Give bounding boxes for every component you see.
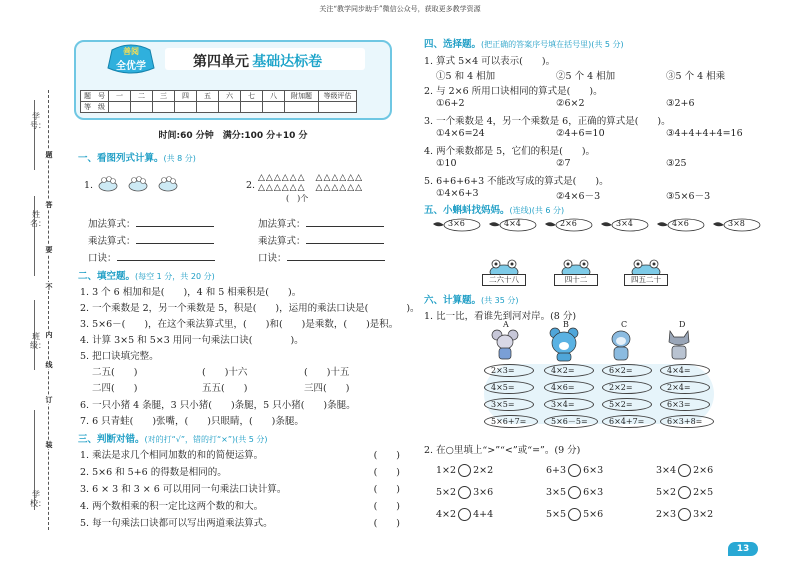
score-blank[interactable] (219, 102, 241, 113)
judge-item: 1. 乘法是求几个相同加数的和的简便运算。 ( ) (80, 450, 400, 461)
compare-item: 5×5 5×6 (546, 509, 604, 520)
score-cell: 三 (153, 91, 175, 102)
tadpole-label: 3×8 (728, 219, 745, 228)
field-id: 学号： (30, 112, 46, 130)
section-2-title: 二、填空题。(每空 1 分，共 20 分) (78, 271, 215, 282)
stone-cell[interactable]: 5×6+7= (484, 415, 538, 428)
choice-option[interactable]: ①4×6=24 (436, 128, 485, 139)
triangle-picture: △△△△△△ △△△△△△ (258, 183, 364, 193)
triangle-picture: △△△△△△ △△△△△△ (258, 173, 364, 183)
tadpole-card[interactable] (712, 218, 762, 232)
score-blank[interactable] (319, 102, 357, 113)
choice-option[interactable]: ③2+6 (666, 98, 695, 109)
bear-character (548, 326, 580, 365)
stone-cell[interactable]: 4×6= (544, 381, 594, 394)
tadpole-label: 3×6 (448, 219, 465, 228)
compare-item: 6+3 6×3 (546, 465, 604, 476)
tadpole-label: 4×6 (672, 219, 689, 228)
judge-item: 5. 每一句乘法口诀都可以写出两道乘法算式。 ( ) (80, 518, 400, 529)
fill-q7: 7. 6 只青蛙( )张嘴，( )只眼睛，( )条腿。 (80, 416, 304, 427)
score-blank[interactable] (241, 102, 263, 113)
compare-circle[interactable] (458, 508, 471, 521)
q2-number: 2. (246, 180, 256, 191)
seal-mark: 线 (42, 360, 56, 369)
choice-option[interactable]: ②7 (556, 158, 571, 169)
fill-q6: 6. 一只小猪 4 条腿，3 只小猪( )条腿，5 只小猪( )条腿。 (80, 400, 356, 411)
tadpole-card[interactable] (488, 218, 538, 232)
tadpole-card[interactable] (544, 218, 594, 232)
seal-mark: 答 (42, 200, 56, 209)
judge-item: 4. 两个数相乘的积一定比这两个数的和大。 ( ) (80, 501, 400, 512)
top-note: 关注“教学同步助手”微信公众号，获取更多教学资源 (319, 5, 481, 13)
fill-q2: 2. 一个乘数是 2，另一个乘数是 5，积是( )，运用的乘法口诀是( )。 (80, 303, 420, 314)
score-cell: 题 号 (81, 91, 109, 102)
test-title: 基础达标卷 (252, 54, 323, 70)
lane-label: B (563, 320, 569, 329)
cat-character (664, 328, 694, 365)
seal-mark: 装 (42, 440, 56, 449)
calc-q1: 1. 比一比，看谁先到河对岸。(8 分) (424, 311, 577, 322)
choice-option[interactable]: ③4+4+4+4=16 (666, 128, 743, 139)
stone-cell[interactable]: 3×4= (544, 398, 594, 411)
lane-label: C (621, 320, 628, 329)
q2-add-label: 加法算式： (258, 216, 384, 230)
choice-option[interactable]: ②6×2 (556, 98, 585, 109)
unit-label: 第四单元 (193, 54, 249, 70)
score-cell: 六 (219, 91, 241, 102)
field-class: 班级： (30, 332, 46, 350)
score-cell: 一 (109, 91, 131, 102)
compare-item: 4×2 4+4 (436, 509, 494, 520)
section-5-title: 五、小蝌蚪找妈妈。(连线)(共 6 分) (424, 205, 565, 216)
compare-circle[interactable] (458, 464, 471, 477)
verse-item: 二四( ) (92, 383, 138, 394)
field-school: 学校： (30, 490, 46, 508)
compare-circle[interactable] (568, 464, 581, 477)
fill-q3: 3. 5×6－( )，在这个乘法算式里，( )和( )是乘数，( )是积。 (80, 319, 399, 330)
stone-cell[interactable]: 6×3= (660, 398, 710, 411)
stone-cell[interactable]: 5×6－5= (544, 415, 598, 428)
page-number: 13 (728, 542, 758, 556)
section-6-title: 六、计算题。(共 35 分) (424, 295, 519, 306)
compare-circle[interactable] (678, 464, 691, 477)
choice-option[interactable]: ③5×6－3 (666, 191, 711, 202)
logo-text-1: 善阅 (123, 47, 139, 56)
stone-cell[interactable]: 4×4= (660, 364, 710, 377)
seal-mark: 订 (42, 395, 56, 404)
monkey-character (606, 328, 636, 365)
q1-number: 1. (84, 180, 94, 191)
compare-circle[interactable] (568, 508, 581, 521)
stone-cell[interactable]: 4×2= (544, 364, 594, 377)
stone-cell[interactable]: 2×3= (484, 364, 534, 377)
seal-mark: 内 (42, 330, 56, 339)
fill-q4: 4. 计算 3×5 和 5×3 用同一句乘法口诀( )。 (80, 335, 304, 346)
score-table (80, 90, 357, 113)
logo-text-2: 全优学 (116, 61, 146, 72)
choice-q1: 1. 算式 5×4 可以表示( )。 (424, 56, 556, 67)
q2-mult-label: 乘法算式： (258, 233, 384, 247)
score-cell: 八 (263, 91, 285, 102)
compare-item: 3×4 2×6 (656, 465, 714, 476)
stone-cell[interactable]: 5×2= (602, 398, 652, 411)
score-cell: 附加题 (285, 91, 319, 102)
tadpole-card[interactable] (432, 218, 482, 232)
stone-cell[interactable]: 6×2= (602, 364, 652, 377)
judge-item: 2. 5×6 和 5+6 的得数是相同的。 ( ) (80, 467, 400, 478)
fill-q5: 5. 把口诀填完整。 (80, 351, 159, 362)
frog-card[interactable] (554, 258, 598, 288)
seal-mark: 不 (42, 282, 56, 291)
choice-q5: 5. 6+6+6+3 不能改写成的算式是( )。 (424, 176, 609, 187)
frog-card[interactable] (482, 258, 526, 288)
tadpole-card[interactable] (656, 218, 706, 232)
choice-option[interactable]: ②4×6－3 (556, 191, 601, 202)
score-blank[interactable] (263, 102, 285, 113)
compare-circle[interactable] (678, 486, 691, 499)
stone-cell[interactable]: 6×4+7= (602, 415, 656, 428)
brand-logo (104, 42, 158, 76)
section-3-title: 三、判断对错。(对的打“√”，错的打“×”)(共 5 分) (78, 434, 268, 445)
score-blank[interactable] (109, 102, 131, 113)
choice-option[interactable]: ③25 (666, 158, 687, 169)
tadpole-card[interactable] (600, 218, 650, 232)
compare-item: 2×3 3×2 (656, 509, 714, 520)
choice-option[interactable]: ①6+2 (436, 98, 465, 109)
stone-cell[interactable]: 4×5= (484, 381, 534, 394)
score-blank[interactable] (197, 102, 219, 113)
choice-option[interactable]: ③5 个 4 相乘 (666, 71, 726, 82)
score-blank[interactable] (153, 102, 175, 113)
section-4-title: 四、选择题。(把正确的答案序号填在括号里)(共 5 分) (424, 39, 624, 50)
tadpole-label: 4×4 (504, 219, 521, 228)
q2-verse-label: 口诀： (258, 250, 385, 264)
stone-cell[interactable]: 6×3+8= (660, 415, 714, 428)
choice-q4: 4. 两个乘数都是 5，它们的积是( )。 (424, 146, 596, 157)
fill-q1: 1. 3 个 6 相加和是( )，4 和 5 相乘积是( )。 (80, 287, 302, 298)
calc-q2: 2. 在○里填上“>”“<”或“=”。(9 分) (424, 445, 581, 456)
frog-card[interactable] (624, 258, 668, 288)
tadpole-label: 3×4 (616, 219, 633, 228)
stone-cell[interactable]: 2×4= (660, 381, 710, 394)
choice-option[interactable]: ②5 个 4 相加 (556, 71, 616, 82)
name-line (34, 196, 35, 276)
score-blank[interactable] (285, 102, 319, 113)
frog-label: 四五二十 (624, 274, 668, 286)
q1-add-label: 加法算式： (88, 216, 214, 230)
unit-title (165, 48, 365, 70)
seal-mark: 要 (42, 245, 56, 254)
score-cell: 五 (197, 91, 219, 102)
field-name: 姓名： (30, 210, 46, 228)
seal-mark: 题 (42, 150, 56, 159)
mouse-character (490, 328, 520, 365)
q1-verse-label: 口诀： (88, 250, 215, 264)
verse-item: 二五( ) (92, 367, 138, 378)
compare-item: 5×2 2×5 (656, 487, 714, 498)
verse-item: ( )十六 (202, 367, 248, 378)
verse-item: 五五( ) (202, 383, 248, 394)
compare-item: 3×5 6×3 (546, 487, 604, 498)
compare-circle[interactable] (678, 508, 691, 521)
choice-q2: 2. 与 2×6 所用口诀相同的算式是( )。 (424, 86, 603, 97)
lane-label: A (503, 320, 509, 329)
brace-label: ( )个 (286, 194, 309, 203)
score-blank[interactable] (131, 102, 153, 113)
score-cell: 等级评估 (319, 91, 357, 102)
frog-label: 四十二 (554, 274, 598, 286)
score-cell: 二 (131, 91, 153, 102)
score-cell: 等 级 (81, 102, 109, 113)
tadpole-label: 2×6 (560, 219, 577, 228)
time-and-score: 时间:60 分钟 满分:100 分+10 分 (158, 131, 308, 141)
verse-item: ( )十五 (304, 367, 350, 378)
lane-label: D (679, 320, 686, 329)
stone-cell[interactable]: 3×5= (484, 398, 534, 411)
score-cell: 四 (175, 91, 197, 102)
compare-circle[interactable] (568, 486, 581, 499)
q1-mult-label: 乘法算式： (88, 233, 214, 247)
stone-cell[interactable]: 2×2= (602, 381, 652, 394)
score-blank[interactable] (175, 102, 197, 113)
compare-item: 1×2 2×2 (436, 465, 494, 476)
choice-option[interactable]: ①10 (436, 158, 457, 169)
choice-option[interactable]: ②4+6=10 (556, 128, 605, 139)
id-line (34, 100, 35, 170)
score-cell: 七 (241, 91, 263, 102)
bowl-picture (98, 170, 188, 201)
section-1-title: 一、看图列式计算。(共 8 分) (78, 153, 196, 164)
choice-q3: 3. 一个乘数是 4，另一个乘数是 6，正确的算式是( )。 (424, 116, 671, 127)
compare-circle[interactable] (458, 486, 471, 499)
judge-item: 3. 6 × 3 和 3 × 6 可以用同一句乘法口诀计算。 ( ) (80, 484, 400, 495)
compare-item: 5×2 3×6 (436, 487, 494, 498)
choice-option[interactable]: ①5 和 4 相加 (436, 71, 496, 82)
verse-item: 三四( ) (304, 383, 350, 394)
choice-option[interactable]: ①4×6+3 (436, 188, 479, 199)
frog-label: 二六十八 (482, 274, 526, 286)
